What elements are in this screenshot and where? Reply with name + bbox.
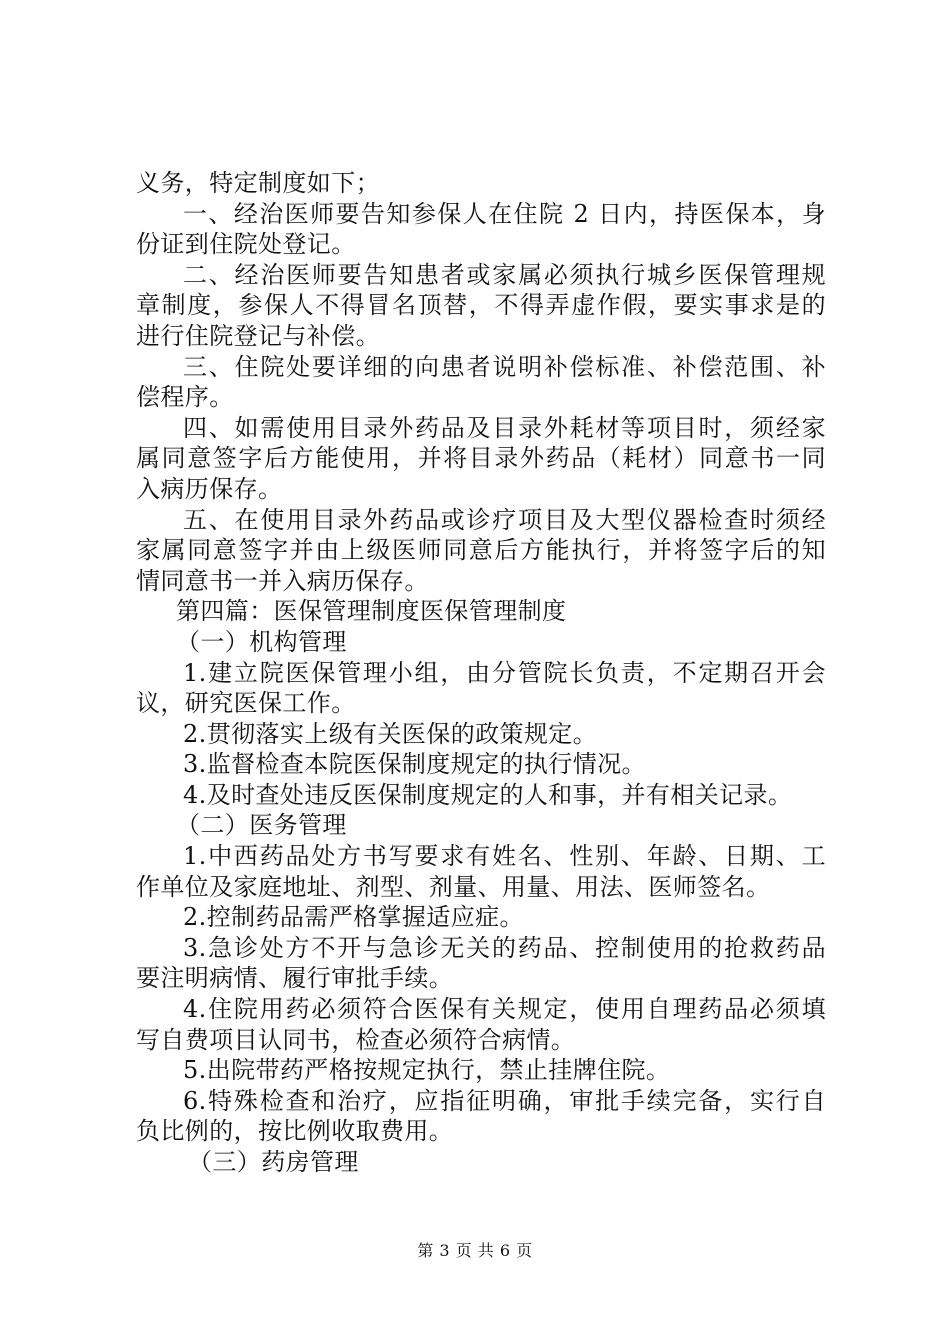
text-line: 2.贯彻落实上级有关医保的政策规定。 xyxy=(183,719,598,748)
text-line: 要注明病情、履行审批手续。 xyxy=(136,964,454,993)
text-line: 4.及时查处违反医保制度规定的人和事，并有相关记录。 xyxy=(183,780,793,809)
text-line: 1.中西药品处方书写要求有姓名、性别、年龄、日期、工 xyxy=(183,842,826,871)
text-line: 负比例的，按比例收取费用。 xyxy=(136,1117,454,1146)
text-line: 五、在使用目录外药品或诊疗项目及大型仪器检查时须经 xyxy=(183,505,826,534)
text-line: 份证到住院处登记。 xyxy=(136,230,356,259)
text-line: 4.住院用药必须符合医保有关规定，使用自理药品必须填 xyxy=(183,995,826,1024)
text-line: 二、经治医师要告知患者或家属必须执行城乡医保管理规 xyxy=(183,260,826,289)
text-line: 5.出院带药严格按规定执行，禁止挂牌住院。 xyxy=(183,1056,671,1085)
text-line: 2.控制药品需严格掌握适应症。 xyxy=(183,903,524,932)
text-line: 1.建立院医保管理小组，由分管院长负责，不定期召开会 xyxy=(183,658,826,687)
text-line: 义务，特定制度如下； xyxy=(136,169,380,197)
subsection-heading: （一）机构管理 xyxy=(176,627,347,656)
text-line: 写自费项目认同书，检查必须符合病情。 xyxy=(136,1025,576,1054)
subsection-heading: （三）药房管理 xyxy=(188,1148,359,1176)
text-line: 情同意书一并入病历保存。 xyxy=(136,566,429,595)
page-footer: 第 3 页 共 6 页 xyxy=(417,1241,533,1260)
text-line: 章制度，参保人不得冒名顶替，不得弄虚作假，要实事求是的 xyxy=(136,291,826,320)
text-line: 属同意签字后方能使用，并将目录外药品（耗材）同意书一同 xyxy=(136,444,826,473)
body-text xyxy=(136,168,826,1178)
text-line: 入病历保存。 xyxy=(136,474,283,503)
text-line: 3.急诊处方不开与急诊无关的药品、控制使用的抢救药品 xyxy=(183,933,826,962)
subsection-heading: （二）医务管理 xyxy=(176,811,347,840)
text-line: 三、住院处要详细的向患者说明补偿标准、补偿范围、补 xyxy=(183,352,826,381)
section-heading: 第四篇：医保管理制度医保管理制度 xyxy=(176,597,567,626)
text-line: 家属同意签字并由上级医师同意后方能执行，并将签字后的知 xyxy=(136,536,826,565)
text-line: 作单位及家庭地址、剂型、剂量、用量、用法、医师签名。 xyxy=(136,872,771,901)
text-line: 3.监督检查本院医保制度规定的执行情况。 xyxy=(183,750,646,779)
text-line: 偿程序。 xyxy=(136,383,234,412)
text-line: 6.特殊检查和治疗，应指征明确，审批手续完备，实行自 xyxy=(183,1086,826,1115)
text-line: 四、如需使用目录外药品及目录外耗材等项目时，须经家 xyxy=(183,413,826,442)
text-line: 议，研究医保工作。 xyxy=(136,689,356,718)
text-line: 进行住院登记与补偿。 xyxy=(136,321,380,350)
text-line: 一、经治医师要告知参保人在住院 2 日内，持医保本，身 xyxy=(183,199,826,228)
